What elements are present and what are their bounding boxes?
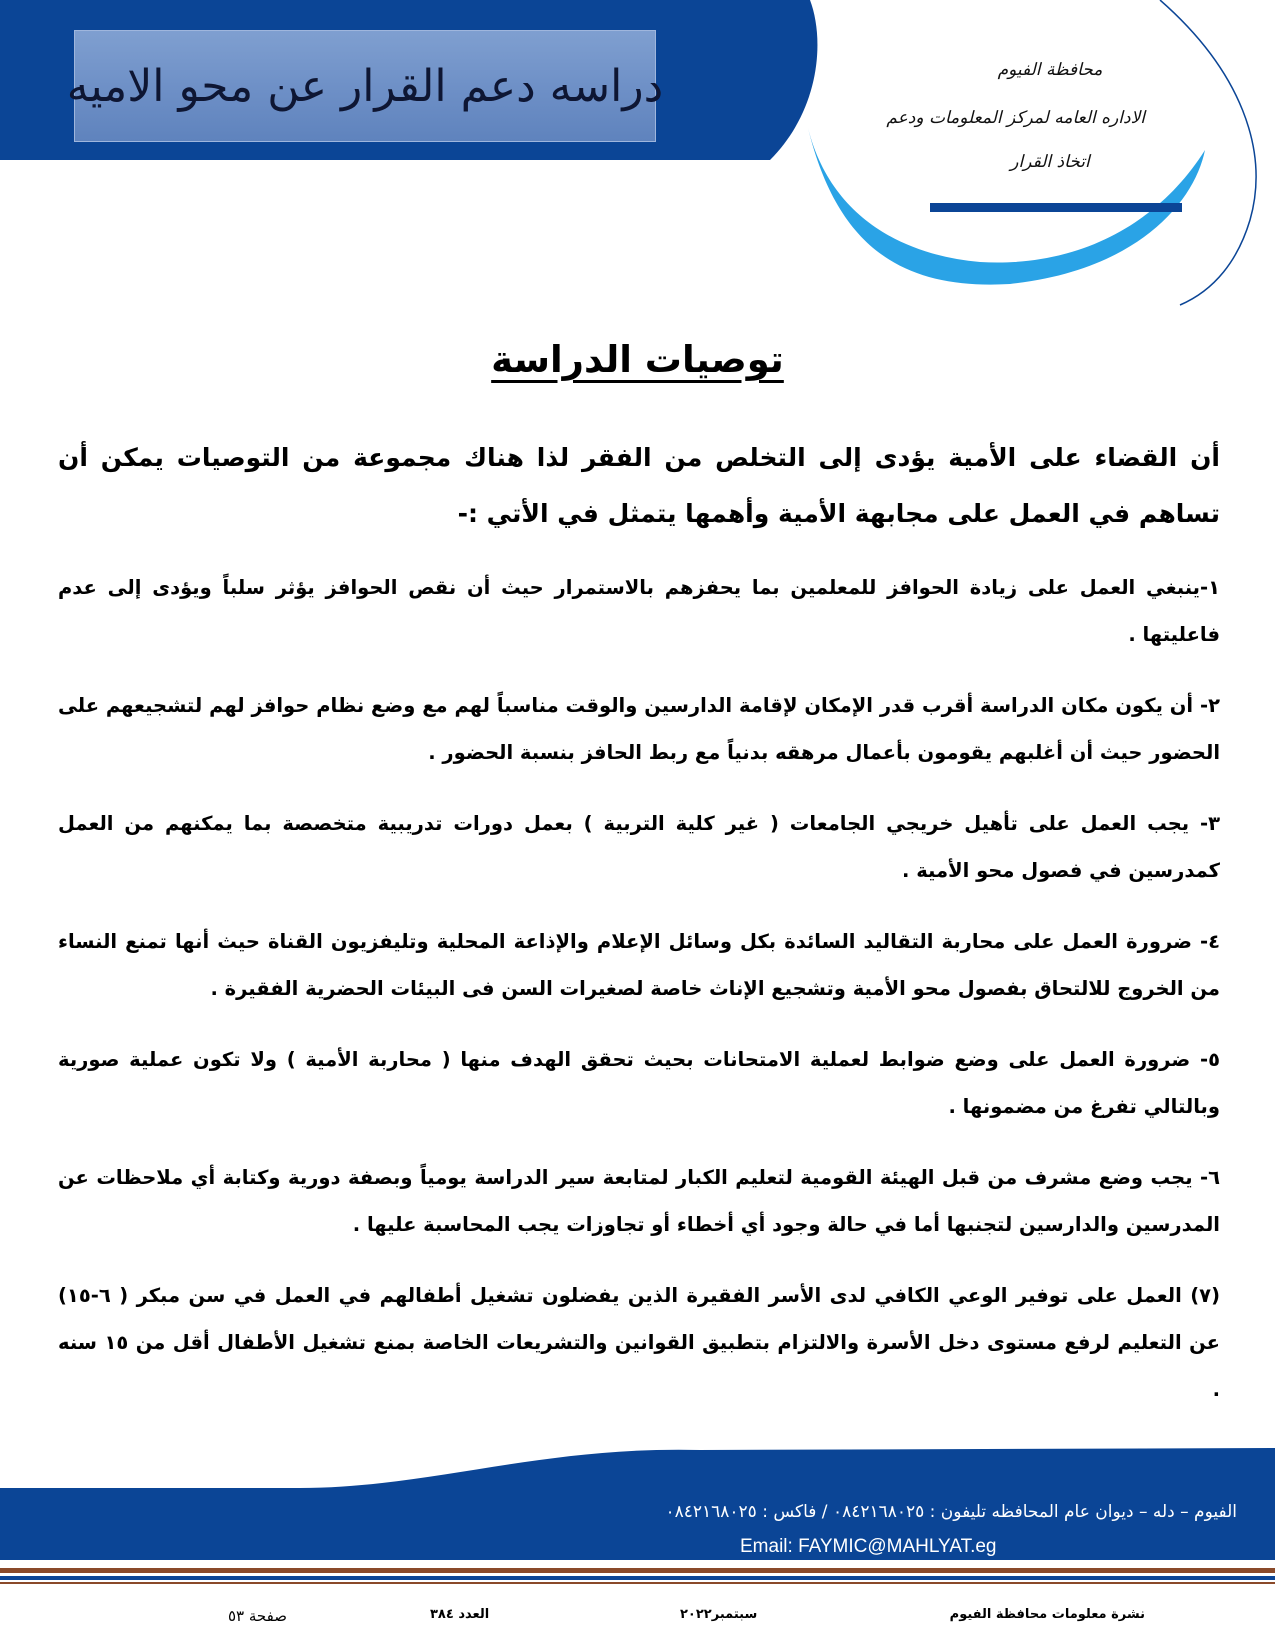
intro-paragraph: أن القضاء على الأمية يؤدى إلى التخلص من الفقر لذا هناك مجموعة من التوصيات يمكن أن تساهم في العمل على مجابهة الأمية وأهمها يتمثل في الأتي :- — [58, 443, 1220, 528]
recommendation-item: ١-ينبغي العمل على زيادة الحوافز للمعلمين بما يحفزهم بالاستمرار حيث أن نقص الحوافز يؤثر سلباً ويؤدى إلى عدم فاعليتها . — [58, 576, 1220, 646]
recommendation-item: ٤- ضرورة العمل على محاربة التقاليد السائدة بكل وسائل الإعلام والإذاعة المحلية وتليفزيون القناة حيث أنها تمنع النساء من الخروج للالتحاق بفصول محو الأمية وتشجيع الإناث خاصة لصغيرات السن فى البيئات الحضرية الفقيرة . — [58, 930, 1220, 1000]
organization-block — [886, 60, 1145, 172]
study-title-box — [66, 30, 664, 142]
recommendation-item: ٢- أن يكون مكان الدراسة أقرب قدر الإمكان لإقامة الدارسين والوقت مناسباً لهم مع وضع نظام حوافز لهم لتشجيعهم على الحضور حيث أن أغلبهم يقومون بأعمال مرهقه بدنياً مع ربط الحافز بنسبة الحضور . — [58, 694, 1220, 764]
recommendation-item: ٥- ضرورة العمل على وضع ضوابط لعملية الامتحانات بحيث تحقق الهدف منها ( محاربة الأمية ) ولا تكون عملية صورية وبالتالي تفرغ من مضمونها . — [58, 1048, 1220, 1118]
issue-number: العدد ٣٨٤ — [430, 1607, 490, 1622]
publication-name: نشرة معلومات محافظة الفيوم — [949, 1607, 1145, 1622]
org-department: الاداره العامه لمركز المعلومات ودعم — [886, 108, 1145, 128]
footer-rules — [0, 1568, 1275, 1608]
org-department-cont: اتخاذ القرار — [1010, 152, 1090, 172]
publication-bar — [0, 1607, 1275, 1631]
recommendation-item: ٣- يجب العمل على تأهيل خريجي الجامعات ( غير كلية التربية ) بعمل دورات تدريبية متخصصة بما يمكنهم من العمل كمدرسين في فصول محو الأمية . — [58, 812, 1220, 882]
footer-email: Email: FAYMIC@MAHLYAT.eg — [740, 1536, 997, 1557]
recommendation-item: (٧) العمل على توفير الوعي الكافي لدى الأسر الفقيرة الذين يفضلون تشغيل أطفالهم في العمل في سن مبكر ( ٦-١٥) عن التعليم لرفع مستوى دخل الأسرة والالتزام بتطبيق القوانين والتشريعات الخاصة بمنع تشغيل الأطفال أقل من ١٥ سنه . — [58, 1284, 1220, 1401]
section-heading: توصيات الدراسة — [491, 338, 784, 381]
page-number: صفحة ٥٣ — [228, 1607, 287, 1625]
document-body — [58, 430, 1220, 1437]
publication-date: سبتمبر٢٠٢٢ — [680, 1607, 758, 1622]
study-title: دراسه دعم القرار عن محو الاميه — [66, 60, 664, 112]
org-governorate: محافظة الفيوم — [997, 60, 1103, 80]
footer-address: الفيوم – دله – ديوان عام المحافظه تليفون : ٠٨٤٢١٦٨٠٢٥ / فاكس : ٠٨٤٢١٦٨٠٢٥ — [665, 1502, 1237, 1522]
recommendation-item: ٦- يجب وضع مشرف من قبل الهيئة القومية لتعليم الكبار لمتابعة سير الدراسة يومياً وبصفة دورية وكتابة أي ملاحظات عن المدرسين والدارسين لتجنبها أما في حالة وجود أي أخطاء أو تجاوزات يجب المحاسبة عليها . — [58, 1166, 1220, 1236]
